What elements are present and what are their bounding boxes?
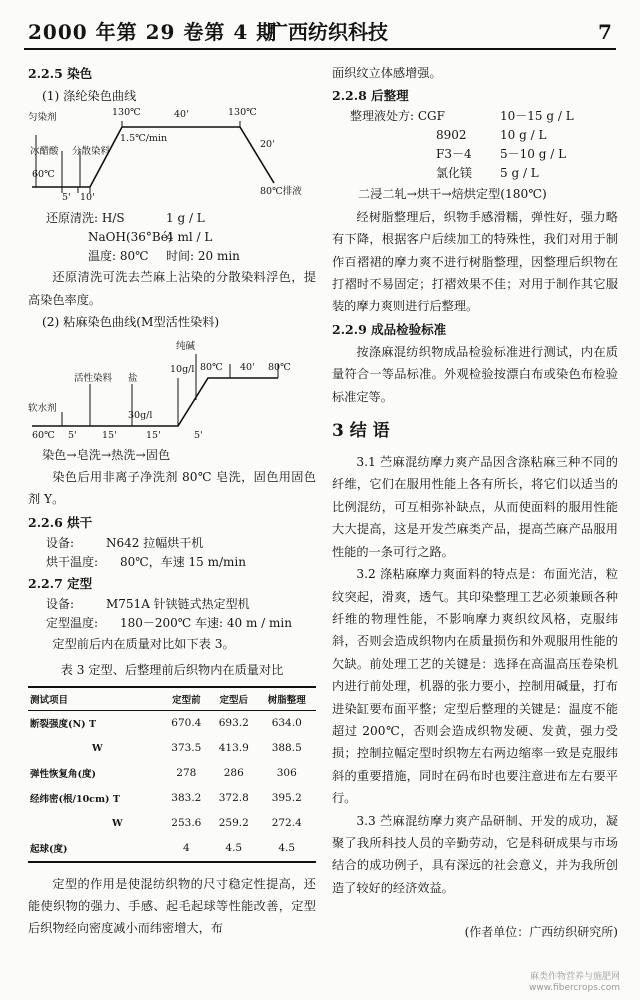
label-80c-a: 80℃ [200, 361, 223, 373]
reduce-value: 4 ml / L [166, 230, 213, 245]
spec-key: 设备: [46, 535, 75, 550]
col-test-item: 测试项目 [28, 687, 163, 711]
watermark [529, 972, 620, 994]
setting-specs [28, 595, 316, 633]
table-row [28, 710, 316, 736]
label-60c: 60℃ [32, 169, 55, 181]
cell: 388.5 [271, 742, 302, 755]
col-after-setting: 定型后 [210, 687, 257, 711]
cell: 383.2 [171, 792, 202, 805]
spec-value: N642 拉幅烘干机 [106, 535, 204, 550]
cell: 286 [223, 767, 244, 780]
col-resin-finish: 树脂整理 [257, 687, 316, 711]
label-salt: 盐 [128, 372, 138, 384]
label-130c-end: 130℃ [228, 107, 257, 119]
label-15min-a: 15' [102, 429, 117, 441]
cell-item: W [112, 817, 123, 829]
recipe-value: 5－10 g / L [500, 147, 567, 162]
recipe-value: 5 g / L [500, 166, 539, 181]
cell: 395.2 [271, 792, 302, 805]
cell: 413.9 [218, 742, 249, 755]
spec-key: 设备: [46, 596, 75, 611]
right-column [332, 62, 618, 940]
cell: 306 [276, 767, 297, 780]
recipe-item: 氯化镁 [436, 166, 473, 181]
reduce-value: 时间: 20 min [166, 249, 240, 264]
cell: 634.0 [271, 717, 302, 730]
table-row [28, 836, 316, 862]
continued-paragraph: 面织纹立体感增强。 [332, 66, 442, 80]
section-2-2-8: 2.2.8 后整理 [332, 88, 409, 104]
label-leveling-agent: 匀染剂 [28, 112, 57, 124]
conclusion-3-1: 3.1 苎麻混纺摩力爽产品因含涤粘麻三种不同的纤维，它们在服用性能上各有所长，将它们以适当的比例混纺，可互相弥补缺点，从而使面料的服用性能大大提高，这是开发苎麻类产品，提高苎麻产品服用性能的一条可行之路。 [332, 455, 618, 559]
page-number: 7 [598, 20, 612, 44]
label-acetic-acid: 冰醋酸 [30, 146, 59, 158]
viscose-dyeing-curve [28, 334, 316, 444]
section-2-2-6: 2.2.6 烘干 [28, 514, 93, 530]
table-row [28, 811, 316, 836]
setting-effect-paragraph: 定型的作用是使混纺织物的尺寸稳定性提高，还能使织物的强力、手感、起毛起球等性能改善，定型后织物经向密度减小而纬密增大，布 [28, 876, 316, 936]
recipe-item: F3－4 [436, 147, 472, 162]
cell-item: 起球(度) [28, 836, 163, 862]
polyester-dyeing-curve [28, 107, 316, 205]
table-header-row [28, 687, 316, 711]
recipe-item: 8902 [436, 128, 467, 143]
finishing-paragraph: 经树脂整理后，织物手感滑糯，弹性好，强力略有下降，根据客户后续加工的特殊性，我们对用于制作百褶裙的摩力爽不进行树脂整理，因整理后织物在打褶时不易固定；打褶效果不佳；对用于制作其它服装的摩力爽则进行后整理。 [332, 209, 618, 314]
cell: 4 [163, 836, 210, 862]
label-reactive-dye: 活性染料 [74, 372, 113, 384]
soaping-paragraph: 染色后用非离子净洗剂 80℃ 皂洗，固色用固色剂 Y。 [28, 470, 316, 507]
cell: 373.5 [171, 742, 202, 755]
drying-specs [28, 534, 316, 572]
label-60c: 60℃ [32, 429, 55, 441]
spec-key: 烘干温度: [46, 554, 99, 569]
cell: 272.4 [271, 817, 302, 830]
label-30gl: 30g/l [128, 409, 153, 421]
watermark-line2: www.fibercrops.com [529, 983, 620, 993]
section-2-2-9: 2.2.9 成品检验标准 [332, 321, 447, 337]
setting-paragraph: 定型前后内在质量对比如下表 3。 [52, 636, 235, 651]
journal-title: 广西纺织科技 [268, 20, 388, 44]
left-column [28, 62, 316, 940]
cell: 4.5 [257, 836, 316, 862]
recipe-item: 整理液处方: CGF [350, 109, 445, 124]
label-disperse-dye: 分散染料 [72, 146, 111, 158]
cell: 259.2 [218, 817, 249, 830]
label-15min-b: 15' [146, 429, 161, 441]
table-caption: 表 3 定型、后整理前后织物内在质量对比 [60, 663, 284, 678]
table-row [28, 786, 316, 811]
viscose-curve-lines [28, 334, 316, 444]
author-affiliation: (作者单位：广西纺织研究所) [464, 925, 618, 940]
label-softener: 软水剂 [28, 402, 57, 414]
journal-issue: 2000 年第 29 卷第 4 期 [28, 20, 278, 44]
subhead-viscose-curve: (2) 粘麻染色曲线(M型活性染料) [42, 315, 220, 330]
label-40min: 40' [240, 361, 255, 373]
cell: 278 [176, 767, 197, 780]
conclusion-3-3: 3.3 苎麻混纺摩力爽产品研制、开发的成功，凝聚了我所科技人员的辛勤劳动，它是科研成果与市场结合的成功例子，具有深远的社会意义，并为我所创造了较好的经济效益。 [332, 813, 618, 895]
spec-key: 定型温度: [46, 615, 99, 630]
label-20min: 20' [260, 139, 275, 151]
conclusion-3-2: 3.2 涤粘麻摩力爽面料的特点是：布面光洁，粒纹突起，滑爽，透气。其印染整理工艺必须兼顾各种纤维的物理性能，不影响摩力爽织纹风格，克服纬斜，否则会造成织物内在质量损伤和外观服用性能的欠缺。前处理工艺的关键是：选择在高温高压卷染机内进行前处理，机器的张力要小，控制用碱量，打布进染缸要布面平整；定型后整理的关键是：温度不能超过 200℃，否则会造成织物发硬、发黄，强力受损；控制拉幅定型时织物左右两边缩率一致是克服纬斜的重要措施，同时在码布时也要注意进布左右要平行。 [332, 567, 618, 806]
finishing-process: 二浸二轧→烘干→焙烘定型(180℃) [358, 187, 547, 202]
spec-value: 80℃，车速 15 m/min [120, 554, 246, 569]
cell: 670.4 [171, 717, 202, 730]
table-row [28, 736, 316, 761]
col-before-setting: 定型前 [163, 687, 210, 711]
section-3-conclusion: 3 结 语 [332, 421, 390, 442]
section-2-2-7: 2.2.7 定型 [28, 575, 93, 591]
label-10gl: 10g/l [170, 363, 195, 375]
cell: 4.5 [210, 836, 257, 862]
label-130c-start: 130℃ [112, 107, 141, 119]
label-heating-rate: 1.5℃/min [120, 133, 168, 145]
reduce-item: 温度: 80℃ [88, 249, 149, 264]
label-5min-b: 5' [194, 429, 203, 441]
recipe-value: 10 g / L [500, 128, 547, 143]
subhead-polyester-curve: (1) 涤纶染色曲线 [42, 89, 137, 103]
reduce-item: NaOH(36°Bé) [88, 230, 173, 245]
header-rule [24, 48, 616, 50]
finishing-recipe [332, 107, 618, 183]
spec-value: 180－200℃ 车速: 40 m / min [120, 615, 292, 630]
table-row [28, 761, 316, 786]
label-5min: 5' [62, 192, 71, 204]
recipe-value: 10－15 g / L [500, 109, 574, 124]
reduce-item: 还原清洗: H/S [46, 211, 125, 226]
page-header [0, 8, 640, 52]
dyeing-flow: 染色→皂洗→热洗→固色 [42, 447, 171, 462]
cell-item: 断裂强度(N) T [30, 719, 97, 731]
watermark-line1: 麻类作物营养与施肥网 [529, 972, 620, 982]
cell: 693.2 [218, 717, 249, 730]
cell: 253.6 [171, 817, 202, 830]
quality-table [28, 686, 316, 863]
inspection-paragraph: 按涤麻混纺织物成品检验标准进行测试，内在质量符合一等品标准。外观检验按漂白布或染色布检验标准定等。 [332, 344, 618, 404]
label-40min: 40' [174, 109, 189, 121]
cell-item: W [92, 742, 103, 754]
reduction-paragraph: 还原清洗可洗去苎麻上沾染的分散染料浮色，提高染色率度。 [28, 270, 316, 307]
label-80c-b: 80℃ [268, 361, 291, 373]
cell: 372.8 [218, 792, 249, 805]
label-10min: 10' [80, 192, 95, 204]
label-soda-ash: 纯碱 [176, 340, 196, 352]
reduction-clearing [28, 209, 316, 266]
spec-value: M751A 针铗链式热定型机 [106, 596, 250, 611]
cell-item: 经纬密(根/10cm) T [30, 794, 120, 806]
reduce-value: 1 g / L [166, 211, 205, 226]
label-80c-drain: 80℃排液 [260, 186, 302, 198]
section-2-2-5: 2.2.5 染色 [28, 66, 93, 81]
label-5min-a: 5' [68, 429, 77, 441]
cell-item: 弹性恢复角(度) [30, 769, 96, 781]
